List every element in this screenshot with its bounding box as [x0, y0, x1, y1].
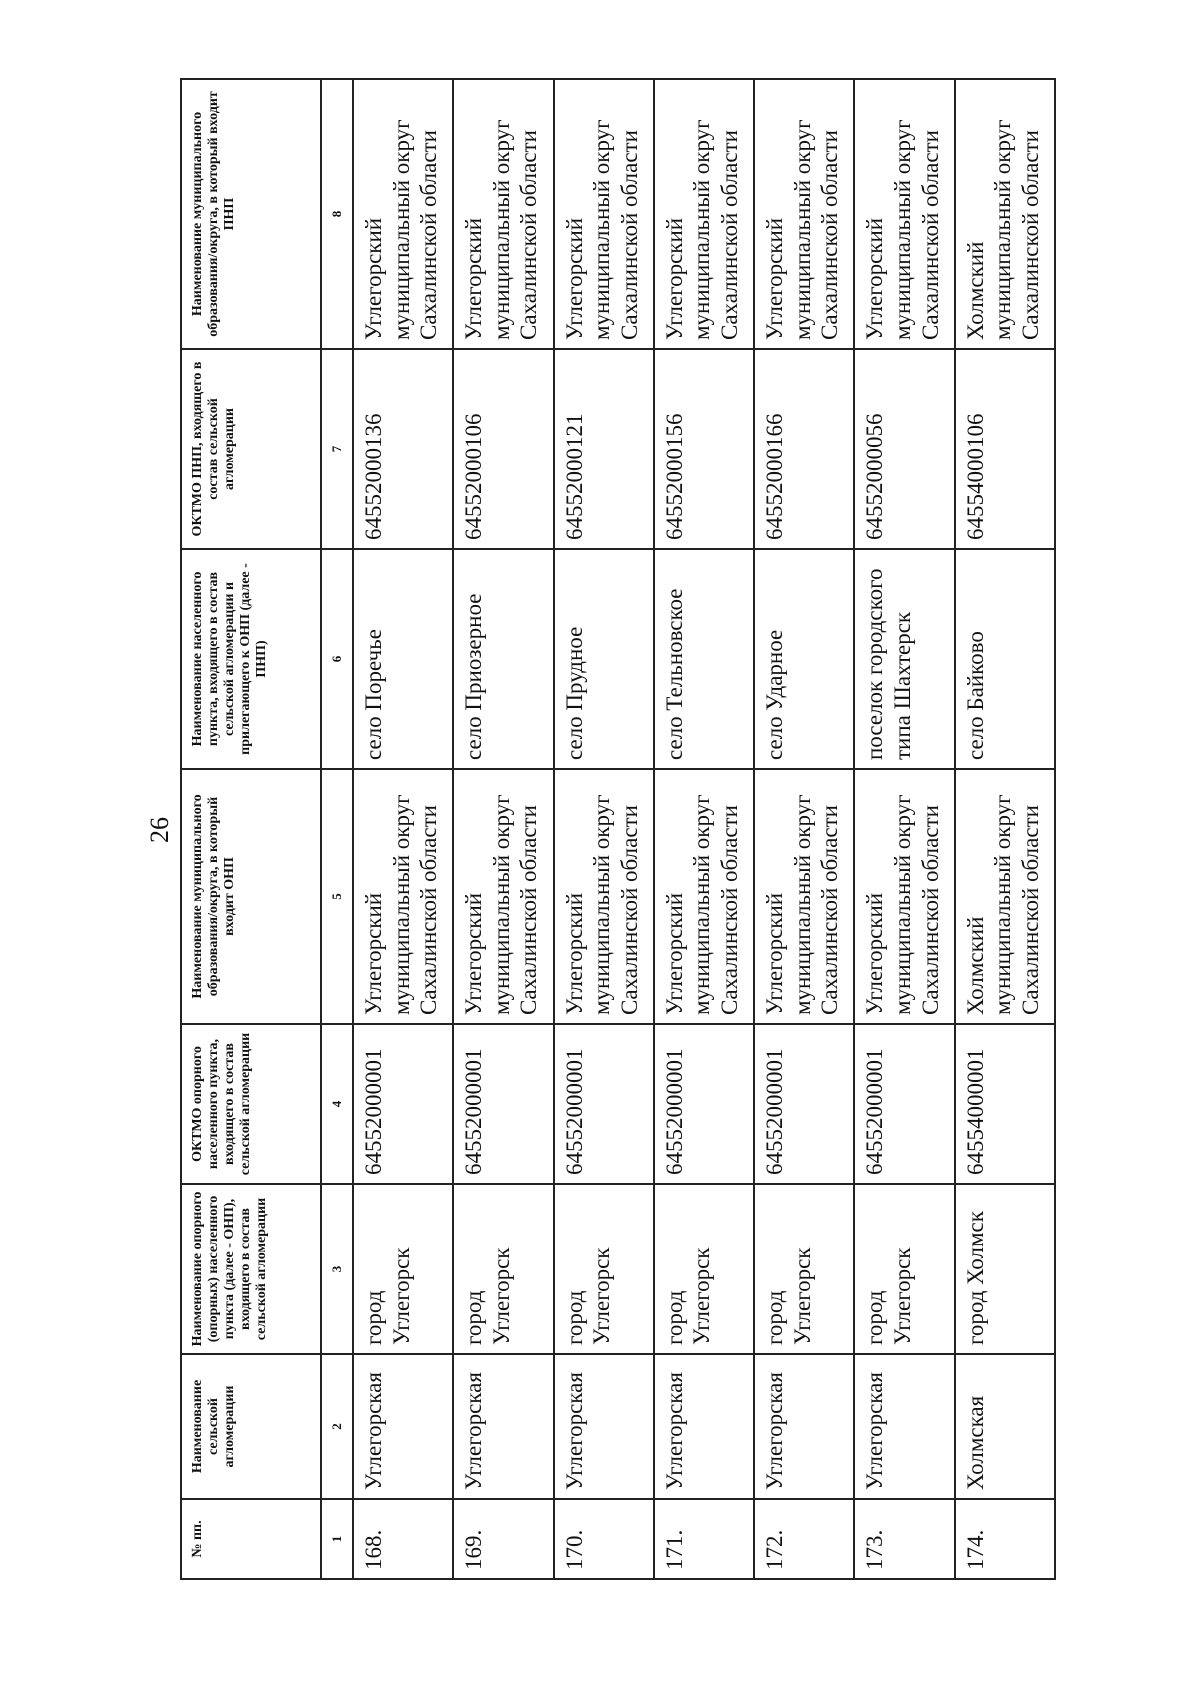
agglomeration-table: [180, 78, 1056, 1580]
onp-municipality-cell: Углегорский муниципальный округ Сахалинской области: [854, 769, 954, 1024]
header-cell-1: № пп.: [181, 1499, 321, 1579]
row-number-cell: 171.: [654, 1499, 754, 1579]
onp-municipality-cell: Углегорский муниципальный округ Сахалинской области: [353, 769, 453, 1024]
column-number: 8: [321, 79, 353, 349]
onp-name-cell: город Углегорск: [453, 1184, 553, 1354]
onp-oktmo-cell: 64552000001: [654, 1024, 754, 1184]
pnp-oktmo-cell: 64552000121: [554, 349, 654, 549]
onp-name-cell: город Углегорск: [554, 1184, 654, 1354]
table-row: [955, 79, 1055, 1579]
pnp-oktmo-cell: 64552000056: [854, 349, 954, 549]
pnp-municipality-cell: Углегорский муниципальный округ Сахалинской области: [554, 79, 654, 349]
onp-oktmo-cell: 64552000001: [353, 1024, 453, 1184]
header-cell-4: ОКТМО опорного населенного пункта, входящего в состав сельской агломерации: [181, 1024, 321, 1184]
pnp-municipality-cell: Углегорский муниципальный округ Сахалинской области: [353, 79, 453, 349]
agglomeration-name-cell: Углегорская: [754, 1354, 854, 1499]
onp-municipality-cell: Углегорский муниципальный округ Сахалинской области: [554, 769, 654, 1024]
agglomeration-name-cell: Углегорская: [854, 1354, 954, 1499]
column-number: 1: [321, 1499, 353, 1579]
pnp-oktmo-cell: 64552000156: [654, 349, 754, 549]
agglomeration-name-cell: Углегорская: [353, 1354, 453, 1499]
row-number-cell: 174.: [955, 1499, 1055, 1579]
agglomeration-name-cell: Углегорская: [654, 1354, 754, 1499]
row-number-cell: 170.: [554, 1499, 654, 1579]
pnp-name-cell: село Прудное: [554, 549, 654, 769]
header-cell-6: Наименование населенного пункта, входящего в состав сельской агломерации и прилегающего к ОНП (далее - ПНП): [181, 549, 321, 769]
onp-municipality-cell: Углегорский муниципальный округ Сахалинской области: [654, 769, 754, 1024]
table-row: [353, 79, 453, 1579]
onp-municipality-cell: Холмский муниципальный округ Сахалинской области: [955, 769, 1055, 1024]
pnp-oktmo-cell: 64552000136: [353, 349, 453, 549]
onp-oktmo-cell: 64552000001: [554, 1024, 654, 1184]
onp-name-cell: город Холмск: [955, 1184, 1055, 1354]
page-number: 26: [145, 817, 174, 843]
column-number-row: [321, 79, 353, 1579]
header-cell-5: Наименование муниципального образования/округа, в который входит ОНП: [181, 769, 321, 1024]
header-cell-3: Наименование опорного (опорных) населенного пункта (далее - ОНП), входящего в состав сельской агломерации: [181, 1184, 321, 1354]
column-number: 4: [321, 1024, 353, 1184]
table-row: [453, 79, 553, 1579]
onp-name-cell: город Углегорск: [854, 1184, 954, 1354]
pnp-oktmo-cell: 64552000166: [754, 349, 854, 549]
pnp-municipality-cell: Углегорский муниципальный округ Сахалинской области: [854, 79, 954, 349]
pnp-name-cell: село Тельновское: [654, 549, 754, 769]
pnp-name-cell: поселок городского типа Шахтерск: [854, 549, 954, 769]
onp-oktmo-cell: 64554000001: [955, 1024, 1055, 1184]
onp-name-cell: город Углегорск: [754, 1184, 854, 1354]
row-number-cell: 173.: [854, 1499, 954, 1579]
pnp-municipality-cell: Холмский муниципальный округ Сахалинской области: [955, 79, 1055, 349]
column-number: 2: [321, 1354, 353, 1499]
table-row: [654, 79, 754, 1579]
pnp-name-cell: село Приозерное: [453, 549, 553, 769]
pnp-municipality-cell: Углегорский муниципальный округ Сахалинской области: [754, 79, 854, 349]
header-row: [181, 79, 321, 1579]
header-cell-8: Наименование муниципального образования/округа, в который входит ПНП: [181, 79, 321, 349]
pnp-name-cell: село Поречье: [353, 549, 453, 769]
onp-oktmo-cell: 64552000001: [754, 1024, 854, 1184]
onp-name-cell: город Углегорск: [353, 1184, 453, 1354]
pnp-name-cell: село Ударное: [754, 549, 854, 769]
onp-name-cell: город Углегорск: [654, 1184, 754, 1354]
column-number: 7: [321, 349, 353, 549]
onp-municipality-cell: Углегорский муниципальный округ Сахалинской области: [754, 769, 854, 1024]
column-number: 3: [321, 1184, 353, 1354]
agglomeration-name-cell: Холмская: [955, 1354, 1055, 1499]
rotated-table-container: [180, 80, 1056, 1580]
pnp-municipality-cell: Углегорский муниципальный округ Сахалинской области: [453, 79, 553, 349]
column-number: 6: [321, 549, 353, 769]
pnp-name-cell: село Байково: [955, 549, 1055, 769]
table-row: [854, 79, 954, 1579]
agglomeration-name-cell: Углегорская: [453, 1354, 553, 1499]
onp-municipality-cell: Углегорский муниципальный округ Сахалинской области: [453, 769, 553, 1024]
table-row: [554, 79, 654, 1579]
table-body: [353, 79, 1055, 1579]
onp-oktmo-cell: 64552000001: [854, 1024, 954, 1184]
column-number: 5: [321, 769, 353, 1024]
pnp-oktmo-cell: 64552000106: [453, 349, 553, 549]
row-number-cell: 168.: [353, 1499, 453, 1579]
row-number-cell: 169.: [453, 1499, 553, 1579]
pnp-oktmo-cell: 64554000106: [955, 349, 1055, 549]
header-cell-2: Наименование сельской агломерации: [181, 1354, 321, 1499]
table-row: [754, 79, 854, 1579]
row-number-cell: 172.: [754, 1499, 854, 1579]
agglomeration-name-cell: Углегорская: [554, 1354, 654, 1499]
onp-oktmo-cell: 64552000001: [453, 1024, 553, 1184]
pnp-municipality-cell: Углегорский муниципальный округ Сахалинской области: [654, 79, 754, 349]
header-cell-7: ОКТМО ПНП, входящего в состав сельской агломерации: [181, 349, 321, 549]
